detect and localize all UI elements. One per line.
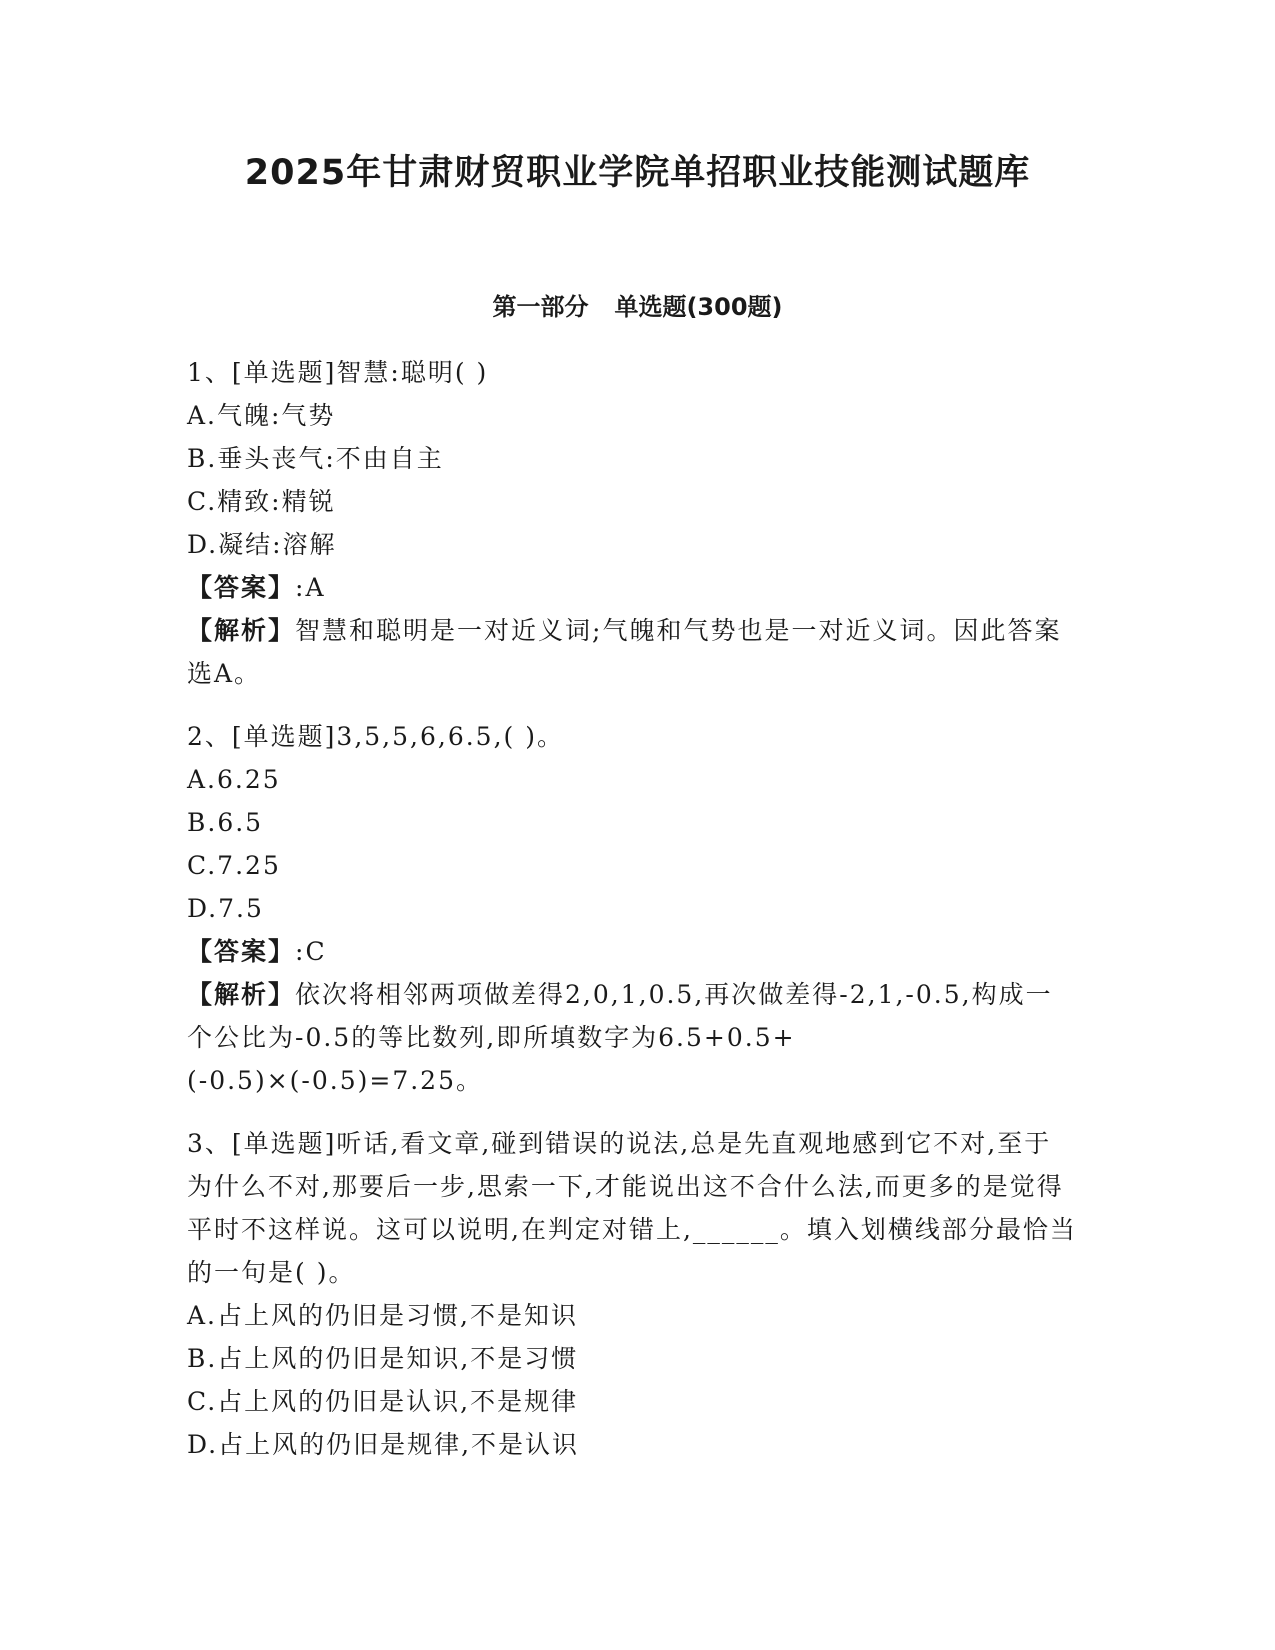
question-3 (187, 1122, 1077, 1466)
question-2 (187, 715, 1077, 1102)
option-d: D.7.5 (187, 894, 264, 923)
option-a: A.气魄:气势 (187, 401, 336, 430)
analysis-label: 【解析】 (187, 616, 296, 645)
option-b: B.垂头丧气:不由自主 (187, 444, 444, 473)
answer-line (187, 930, 1077, 973)
section-label: 第一部分 (492, 293, 589, 321)
question-stem: 2、[单选题]3,5,5,6,6.5,( )。 (187, 722, 564, 751)
option-c: C.精致:精锐 (187, 487, 336, 516)
analysis-line (187, 609, 1077, 695)
question-stem: 1、[单选题]智慧:聪明( ) (187, 358, 489, 387)
answer-label: 【答案】 (187, 937, 296, 966)
section-name: 单选题(300题) (614, 293, 783, 321)
option-c: C.7.25 (187, 851, 281, 880)
answer-value: :C (295, 937, 327, 966)
analysis-label: 【解析】 (187, 980, 296, 1009)
option-a: A.6.25 (187, 765, 281, 794)
document-title: 2025年甘肃财贸职业学院单招职业技能测试题库 (244, 153, 1031, 193)
option-c: C.占上风的仍旧是认识,不是规律 (187, 1387, 579, 1416)
option-a: A.占上风的仍旧是习惯,不是知识 (187, 1301, 578, 1330)
answer-line (187, 566, 1077, 609)
section-heading (0, 290, 1275, 324)
question-1 (187, 351, 1077, 695)
analysis-text: 依次将相邻两项做差得2,0,1,0.5,再次做差得-2,1,-0.5,构成一个公比为-0.5的等比数列,即所填数字为6.5+0.5+(-0.5)×(-0.5)=7.25。 (187, 980, 1053, 1095)
option-d: D.凝结:溶解 (187, 530, 337, 559)
analysis-line (187, 973, 1077, 1102)
analysis-text: 智慧和聪明是一对近义词;气魄和气势也是一对近义词。因此答案选A。 (187, 616, 1062, 688)
question-list (187, 351, 1077, 1486)
question-stem: 3、[单选题]听话,看文章,碰到错误的说法,总是先直观地感到它不对,至于为什么不对,那要后一步,思索一下,才能说出这不合什么法,而更多的是觉得平时不这样说。这可以说明,在判定对错上,______。填入划横线部分最恰当的一句是( )。 (187, 1129, 1077, 1287)
option-d: D.占上风的仍旧是规律,不是认识 (187, 1430, 580, 1459)
answer-label: 【答案】 (187, 573, 296, 602)
option-b: B.6.5 (187, 808, 264, 837)
answer-value: :A (295, 573, 326, 602)
option-b: B.占上风的仍旧是知识,不是习惯 (187, 1344, 579, 1373)
